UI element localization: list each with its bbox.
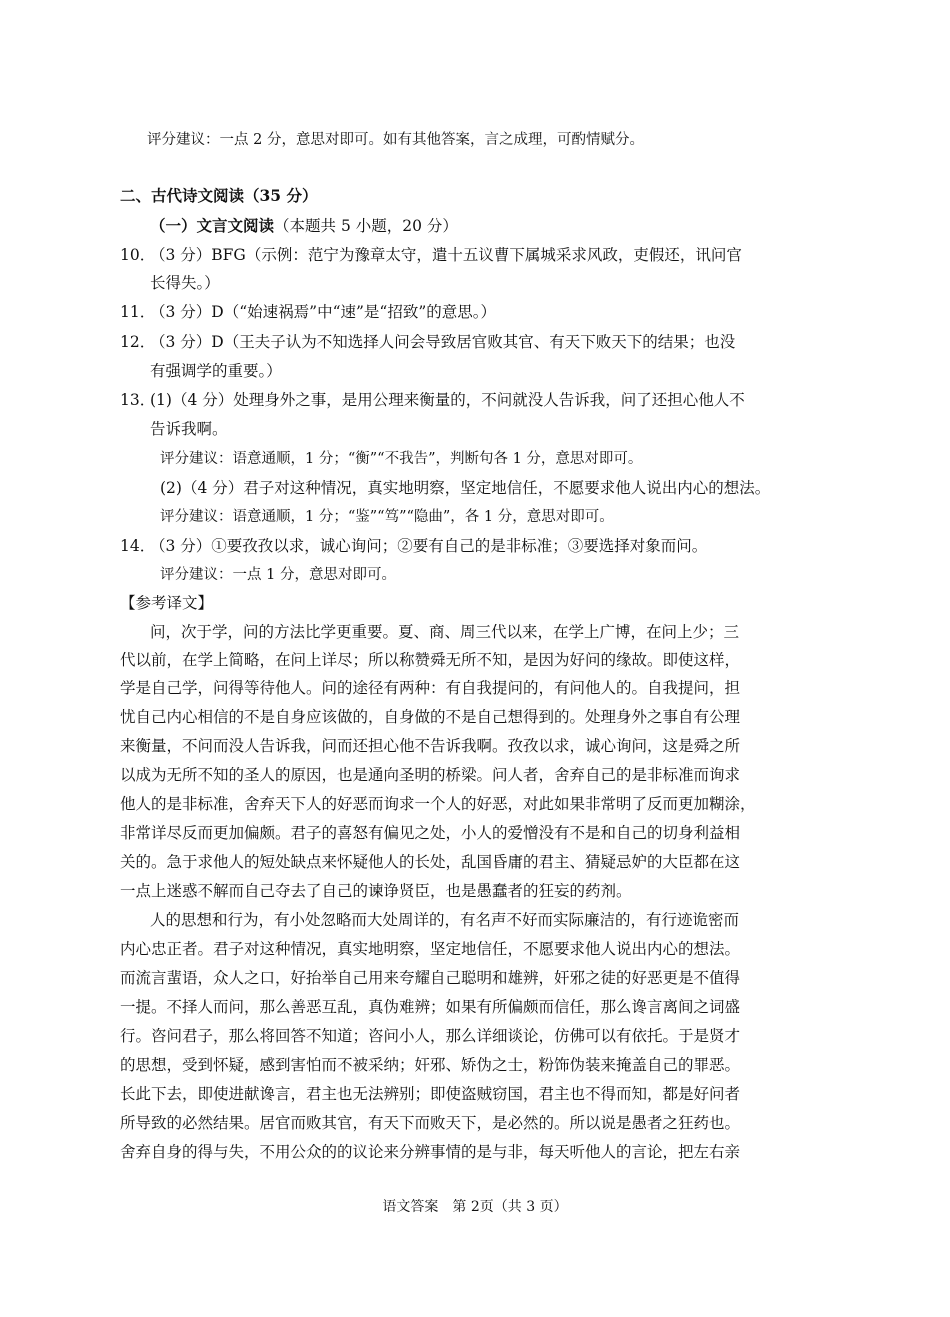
translation-line: 非常详尽反而更加偏颇。君子的喜怒有偏见之处，小人的爱憎没有不是和自己的切身利益相 [120,824,741,842]
question-13-part2-scoring: 评分建议：语意通顺，1 分；“鉴”“笃”“隐曲”，各 1 分，意思对即可。 [160,509,614,525]
page-footer: 语文答案 第 2页（共 3 页） [382,1199,568,1215]
subsection-note: （本题共 5 小题，20 分） [274,217,458,235]
translation-line: 的思想，受到怀疑，感到害怕而不被采纳；奸邪、矫伪之士，粉饰伪装来掩盖自己的罪恶。 [120,1056,741,1074]
translation-line: 忧自己内心相信的不是自身应该做的，自身做的不是自己想得到的。处理身外之事自有公理 [120,708,741,726]
question-12-answer: （3 分）D（王夫子认为不知选择人问会导致居官败其官、有天下败天下的结果；也没 [150,333,736,351]
translation-line: 人的思想和行为，有小处忽略而大处周详的，有名声不好而实际廉洁的，有行迹诡密而 [150,911,740,929]
question-13-part1: (1)（4 分）处理身外之事，是用公理来衡量的，不问就没人告诉我，问了还担心他人不 [150,391,745,409]
subsection-title: （一）文言文阅读 [150,216,275,235]
question-14-answer: （3 分）①要孜孜以求，诚心询问；②要有自己的是非标准；③要选择对象而问。 [150,537,708,555]
question-11-answer: （3 分）D（“始速祸焉”中“速”是“招致”的意思。） [150,303,497,321]
translation-line: 舍弃自身的得与失，不用公众的的议论来分辨事情的是与非，每天听他人的言论，把左右亲 [120,1143,741,1161]
translation-line: 学是自己学，问得等待他人。问的途径有两种：有自我提问的，有问他人的。自我提问，担 [120,679,741,697]
question-10-answer-cont: 长得失。） [150,274,220,292]
question-11-number: 11． [120,303,156,321]
translation-line: 而流言蜚语，众人之口，好抬举自己用来夸耀自己聪明和雄辨，奸邪之徒的好恶更是不值得 [120,969,741,987]
question-10-number: 10． [120,246,156,264]
translation-line: 以成为无所不知的圣人的原因，也是通向圣明的桥梁。问人者，舍弃自己的是非标准而询求 [120,766,741,784]
translation-line: 一点上迷惑不解而自己夺去了自己的谏诤贤臣，也是愚蠢者的狂妄的药剂。 [120,882,632,900]
question-14-scoring: 评分建议：一点 1 分，意思对即可。 [160,567,396,583]
section-title: 二、古代诗文阅读（35 分） [120,186,318,205]
question-12-number: 12． [120,333,156,351]
translation-line: 长此下去，即使进献谗言，君主也无法辨别；即使盗贼窃国，君主也不得而知，都是好问者 [120,1085,741,1103]
question-13-part2: (2)（4 分）君子对这种情况，真实地明察，坚定地信任，不愿要求他人说出内心的想法。 [160,479,771,497]
question-12-answer-cont: 有强调学的重要。） [150,362,282,380]
scoring-note: 评分建议：一点 2 分，意思对即可。如有其他答案，言之成理，可酌情赋分。 [147,132,644,148]
question-14-number: 14． [120,537,156,555]
translation-line: 一提。不择人而问，那么善恶互乱，真伪难辨；如果有所偏颇而信任，那么谗言离间之词盛 [120,998,741,1016]
translation-line: 关的。急于求他人的短处缺点来怀疑他人的长处，乱国昏庸的君主、猜疑忌妒的大臣都在这 [120,853,741,871]
question-10-answer: （3 分）BFG（示例：范宁为豫章太守，遣十五议曹下属城采求风政，吏假还，讯问官 [150,246,742,264]
translation-line: 所导致的必然结果。居官而败其官，有天下而败天下，是必然的。所以说是愚者之狂药也。 [120,1114,741,1132]
reference-translation-title: 【参考译文】 [120,594,214,612]
translation-line: 他人的是非标准，舍弃天下人的好恶而询求一个人的好恶，对此如果非常明了反而更加糊涂， [120,795,756,813]
question-13-part1-scoring: 评分建议：语意通顺，1 分；“衡”“不我告”，判断句各 1 分，意思对即可。 [160,451,643,467]
translation-line: 来衡量，不问而没人告诉我，问而还担心他不告诉我啊。孜孜以求，诚心询问，这是舜之所 [120,737,741,755]
subsection-heading [150,215,458,237]
question-13-part1-cont: 告诉我啊。 [150,420,228,438]
translation-line: 行。咨问君子，那么将回答不知道；咨问小人，那么详细谈论，仿佛可以有依托。于是贤才 [120,1027,741,1045]
translation-line: 代以前，在学上简略，在问上详尽；所以称赞舜无所不知，是因为好问的缘故。即使这样， [120,651,741,669]
question-13-number: 13． [120,391,156,409]
translation-line: 内心忠正者。君子对这种情况，真实地明察，坚定地信任，不愿要求他人说出内心的想法。 [120,940,741,958]
translation-line: 问，次于学，问的方法比学更重要。夏、商、周三代以来，在学上广博，在问上少；三 [150,623,740,641]
